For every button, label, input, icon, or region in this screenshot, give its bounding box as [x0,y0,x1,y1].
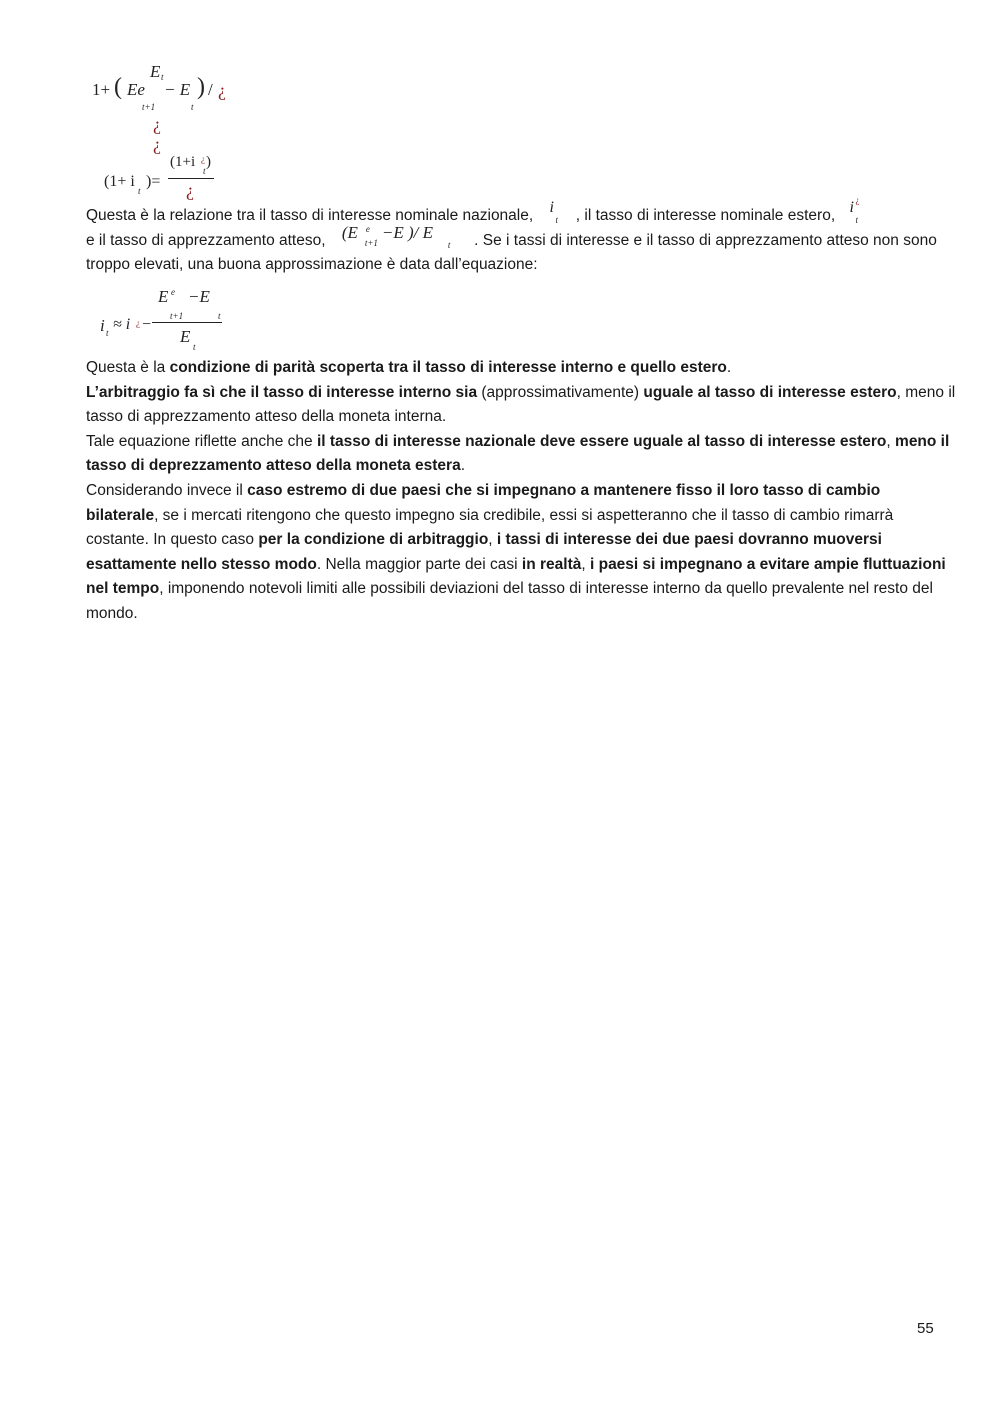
p5-text-g: . Nella maggior parte dei casi [316,555,518,573]
eq1-e-top-sub: t [161,72,164,82]
p5-bold-extreme-case: caso estremo di due paesi che si impegnano a mantenere fisso il loro tasso di cambio bilaterale [86,481,881,524]
inline-appreciation-rate [330,222,470,250]
eq2-i-sub: t [106,328,109,338]
eq2-num-sub2: t [218,311,221,321]
inline-app-rest: −E )/ E [381,222,433,242]
p4-text-a: Tale equazione riflette anche che [86,432,313,450]
inline-app-end-sub: t [447,239,451,250]
p5-bold-avoid-fluctuations: i paesi si impegnano a evitare ampie fluttuazioni nel tempo [86,555,946,598]
eq1-minus-e: − E [164,80,191,99]
eq2-num-e: E [158,287,169,306]
p1-text-c: e il tasso di apprezzamento atteso, [86,231,326,249]
eq2-num-rest: −E [188,287,210,306]
eq1-garbled-char: ¿ [153,114,161,134]
inline-i-t-sub: t [555,215,558,225]
p2-text-a: Questa è la [86,359,166,376]
eq2-num-sub1: t+1 [170,311,184,321]
eq1-lhs: (1+ i [104,173,135,190]
p4-text-e: . [460,457,466,475]
eq2-star: ¿ [136,318,140,328]
eq1-lhs-close: )= [146,173,161,190]
p5-text-e: , [488,531,493,549]
eq1-numerator-sub: t [203,166,206,176]
p3-bold-arbitrage: L’arbitraggio fa sì che il tasso di interesse interno sia [86,383,478,401]
p5-text-k: , imponendo notevoli limiti alle possibili deviazioni del tasso di interesse interno da quello prevalente nel resto del mondo. [86,580,933,622]
p5-bold-arbitrage: per la condizione di arbitraggio [258,531,489,549]
paragraphs-parity [86,356,956,627]
eq1-minus-e-sub: t [191,102,194,112]
inline-i-star [839,195,873,225]
p2-bold-parity: condizione di parità scoperta tra il tasso di interesse interno e quello estero [169,359,727,376]
p5-bold-same-way: i tassi di interesse dei due paesi dovranno muoversi esattamente nello stesso modo [86,531,882,573]
p5-text-i: , [581,555,586,573]
eq1-numerator: (1+i [170,154,196,170]
p1-text-d: . Se i tassi di interesse e il tasso di apprezzamento atteso non sono troppo elevati, una buona approssimazione è data dall’equazione: [86,231,937,274]
eq2-fraction-bar [152,322,222,323]
eq1-garbled-char: ¿ [153,134,161,154]
p3-bold-equal: uguale al tasso di interesse estero [643,383,897,401]
inline-app-open: (E [341,222,358,242]
inline-i-star-sup: ¿ [855,195,860,205]
eq2-i: i [100,316,105,335]
eq1-fraction-bar [168,178,214,179]
p1-text-b: , il tasso di interesse nominale estero, [575,207,836,224]
p3-text-d: , meno il tasso di apprezzamento atteso della moneta interna. [86,383,956,426]
equation-interest-parity-exact [92,58,252,208]
eq1-e-top: E [150,62,161,81]
eq2-num-sup: e [171,287,175,297]
eq1-slash: / [208,80,213,99]
inline-i-star-symbol: i [849,199,854,216]
p4-bold-depreciation: meno il tasso di deprezzamento atteso della moneta estera [86,432,950,475]
inline-i-star-sub: t [855,215,858,225]
p5-text-c: , se i mercati ritengono che questo impegno sia credibile, essi si aspetteranno che il tasso di cambio rimarrà costante. In questo caso [86,506,894,549]
paragraph-fixed-exchange [86,479,956,627]
eq1-garbled-char: ¿ [218,80,226,100]
p2-text-c: . [726,359,732,376]
p1-text-a: Questa è la relazione tra il tasso di interesse nominale nazionale, [86,207,534,224]
page-number: 55 [917,1320,934,1337]
p5-bold-reality: in realtà [521,555,582,573]
p5-text-a: Considerando invece il [86,481,243,499]
eq2-approx: ≈ i [113,316,131,333]
eq1-ee-sub: t+1 [142,102,156,112]
eq2-minus: − [141,316,152,333]
eq2-den: E [180,327,191,346]
eq1-denominator-garbled: ¿ [186,180,194,200]
inline-app-sup: e [365,223,370,234]
paragraph-parity-condition [86,356,956,381]
paragraph-arbitrage [86,381,956,430]
eq1-lhs-sub: t [138,186,141,196]
equation-uncovered-parity-approx [96,284,246,356]
inline-i-t [537,199,571,225]
eq1-paren-close: ) [197,74,205,100]
paragraph-relation [86,195,956,278]
p4-text-c: , [886,432,891,450]
p4-bold-national: il tasso di interesse nazionale deve essere uguale al tasso di interesse estero [316,432,887,450]
eq1-paren-open: ( [114,74,122,100]
p3-text-approx: (approssimativamente) [481,383,640,401]
inline-app-sub: t+1 [364,237,378,248]
eq1-numerator-sup: ¿ [201,154,205,164]
eq1-one-plus: 1+ [92,80,111,99]
eq2-den-sub: t [193,342,196,352]
paragraph-reflects [86,430,956,479]
eq1-numerator-close: ) [206,154,211,170]
eq1-ee: Ee [127,80,145,99]
inline-i-t-symbol: i [549,199,554,216]
